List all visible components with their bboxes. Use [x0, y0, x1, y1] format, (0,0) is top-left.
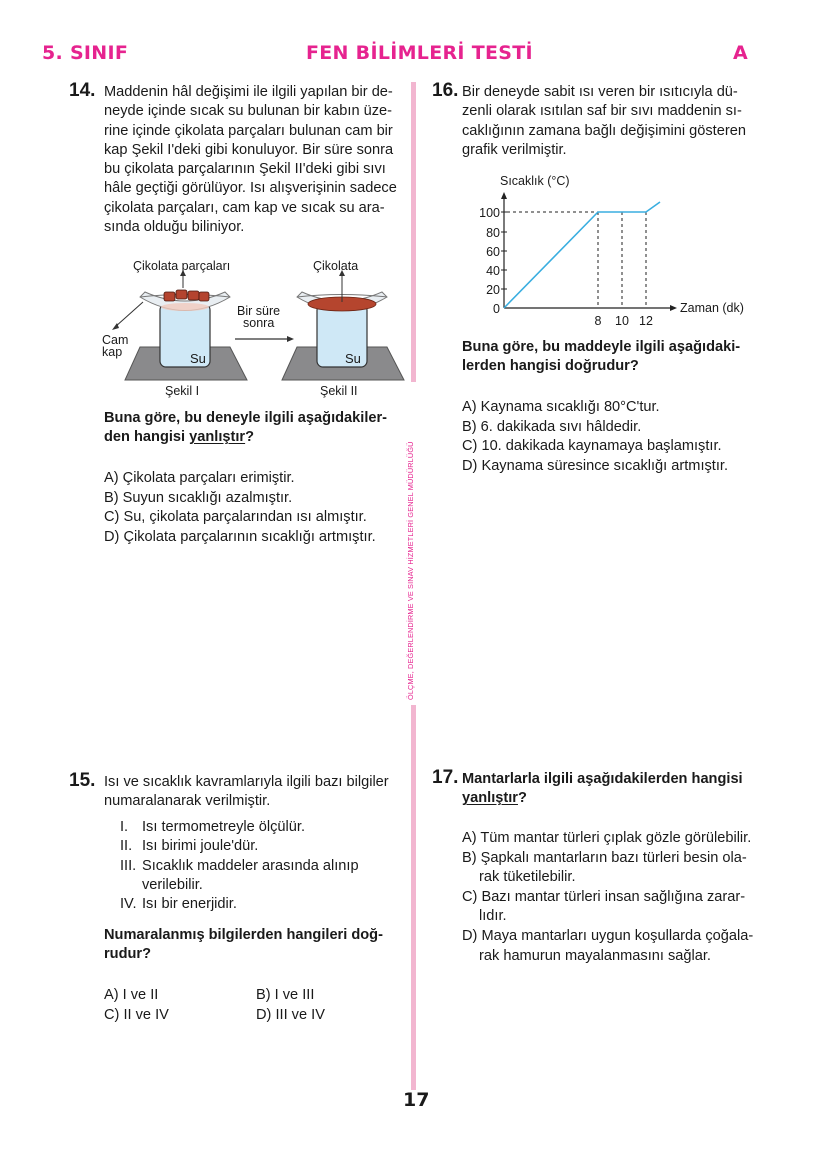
chocolate-piece: [199, 292, 209, 301]
q14-stem-line: çikolata parçaları, cam kap ve sıcak su ara-: [104, 199, 385, 216]
q15-statement-2: [120, 837, 405, 856]
booklet-letter: A: [733, 42, 749, 64]
label-kap: kap: [102, 345, 123, 359]
figure-1-setup: [102, 259, 247, 398]
statement-numeral: IV.: [120, 896, 137, 913]
label-chocolate: Çikolata: [313, 259, 359, 273]
q15-question-line: rudur?: [104, 946, 152, 963]
x-tick-8: 8: [594, 314, 602, 328]
y-tick-80: 80: [486, 226, 500, 240]
page-number: 17: [403, 1089, 430, 1111]
q16-option-a[interactable]: A) Kaynama sıcaklığı 80°C'tur.: [462, 399, 660, 415]
q14-options: [104, 469, 404, 547]
q17-question-line2: [462, 789, 772, 808]
q16-question: [462, 338, 772, 377]
caption-figure-2: Şekil II: [320, 384, 358, 398]
label-chocolate-pieces: Çikolata parçaları: [133, 259, 231, 273]
q15-question-line: Numaralanmış bilgilerden hangileri doğ-: [104, 927, 383, 943]
y-tick-0: 0: [493, 302, 500, 316]
statement-text: Isı birimi joule'dür.: [142, 838, 259, 855]
q15-option-c[interactable]: C) II ve IV: [104, 1006, 169, 1023]
q14-question-line2: [104, 428, 404, 447]
q15-stem: [104, 773, 404, 812]
q14-stem-line: rine içinde çikolata parçaları bulunan cam bir: [104, 122, 393, 139]
q14-stem-line: bu çikolata parçalarının Şekil II'deki gibi sıvı: [104, 161, 386, 178]
q15-stem-line: Isı ve sıcaklık kavramlarıyla ilgili bazı bilgiler: [104, 774, 389, 790]
q14-experiment-figure: [95, 252, 405, 402]
q17-number: 17.: [432, 767, 459, 788]
q16-temperature-chart: [460, 165, 760, 335]
q14-question-pre: den hangisi: [104, 429, 190, 446]
statement-text: Isı bir enerjidir.: [142, 896, 237, 913]
q15-options: [104, 986, 406, 1025]
y-tick-60: 60: [486, 245, 500, 259]
q15-option-a[interactable]: A) I ve II: [104, 987, 159, 1003]
q14-stem-line: kap Şekil I'deki gibi konuluyor. Bir süre sonra: [104, 141, 394, 158]
label-water-2: Su: [345, 351, 361, 366]
chocolate-piece: [188, 291, 199, 300]
q16-option-b[interactable]: B) 6. dakikada sıvı hâldedir.: [462, 418, 642, 435]
grade-label: 5. SINIF: [42, 42, 129, 64]
option-text: B) Şapkalı mantarların bazı türleri besin ola-: [462, 849, 747, 866]
q14-question-post: ?: [245, 429, 255, 446]
q14-question: [104, 409, 404, 448]
publisher-side-text: ÖLÇME, DEĞERLENDİRME VE SINAV HİZMETLERİ GENEL MÜDÜRLÜĞÜ: [406, 441, 415, 700]
x-tick-12: 12: [639, 314, 653, 328]
q17-option-b[interactable]: [462, 849, 772, 888]
q14-option-c[interactable]: C) Su, çikolata parçalarından ısı almıştır.: [104, 509, 367, 526]
q14-stem-line: Maddenin hâl değişimi ile ilgili yapılan bir de-: [104, 84, 393, 100]
caption-figure-1: Şekil I: [165, 384, 200, 398]
q16-question-line: Buna göre, bu maddeyle ilgili aşağıdaki-: [462, 339, 741, 355]
temperature-line: [504, 202, 660, 308]
statement-numeral: II.: [120, 838, 133, 855]
q16-stem-line: zenli olarak ısıtılan saf bir sıvı maddenin sı-: [462, 103, 742, 120]
y-tick-40: 40: [486, 264, 500, 278]
option-text: D) Maya mantarları uygun koşullarda çoğala-: [462, 927, 754, 944]
q16-stem: [462, 83, 772, 160]
statement-text: verilebilir.: [142, 876, 203, 893]
statement-numeral: I.: [120, 819, 129, 835]
q16-stem-line: grafik verilmiştir.: [462, 141, 567, 158]
q17-options: [462, 829, 772, 966]
q14-option-d[interactable]: D) Çikolata parçalarının sıcaklığı artmıştır.: [104, 528, 376, 545]
option-text-cont: lıdır.: [479, 908, 507, 925]
arrow-text-line2: sonra: [243, 316, 275, 330]
column-separator-top: [411, 82, 416, 382]
q14-stem-line: sında olduğu biliniyor.: [104, 219, 245, 236]
q15-number: 15.: [69, 770, 96, 791]
arrow-text-line1: Bir süre: [237, 304, 281, 318]
option-text-cont: rak hamurun mayalanmasını sağlar.: [479, 947, 711, 964]
x-tick-10: 10: [615, 314, 629, 328]
option-text: A) Tüm mantar türleri çıplak gözle görülebilir.: [462, 830, 752, 846]
q16-option-d[interactable]: D) Kaynama süresince sıcaklığı artmıştır.: [462, 457, 729, 474]
q15-statements: [120, 818, 405, 914]
q14-stem: [104, 83, 404, 237]
chocolate-piece: [164, 292, 175, 301]
statement-text: Isı termometreyle ölçülür.: [142, 819, 306, 835]
y-tick-100: 100: [479, 206, 500, 220]
test-title: FEN BİLİMLERİ TESTİ: [306, 42, 533, 64]
q15-option-b[interactable]: B) I ve III: [256, 987, 315, 1003]
q14-option-a[interactable]: A) Çikolata parçaları erimiştir.: [104, 470, 295, 486]
figure-2-setup: [282, 259, 404, 398]
q17-option-c[interactable]: [462, 888, 772, 927]
q14-question-line1: Buna göre, bu deneyle ilgili aşağıdakiler-: [104, 410, 388, 426]
q15-statement-4: [120, 895, 405, 914]
q17-question-line1: Mantarlarla ilgili aşağıdakilerden hangisi: [462, 771, 743, 787]
label-water-1: Su: [190, 351, 206, 366]
q16-question-line: lerden hangisi doğrudur?: [462, 358, 639, 375]
label-cam: Cam: [102, 333, 129, 347]
q14-stem-line: hâle geçtiği görülüyor. Isı alışverişinin sadece: [104, 180, 397, 197]
chart-y-axis-label: Sıcaklık (°C): [500, 174, 570, 188]
option-text-cont: rak tüketilebilir.: [479, 869, 576, 886]
x-tick-labels: [595, 314, 653, 328]
chart-x-axis-label: Zaman (dk): [680, 301, 744, 315]
q14-question-underlined: yanlıştır: [189, 429, 246, 446]
q16-number: 16.: [432, 80, 459, 101]
y-tick-20: 20: [486, 283, 500, 297]
q15-statement-3: [120, 857, 405, 876]
q15-statement-1: [120, 818, 405, 837]
q15-question: [104, 926, 404, 965]
q15-option-d[interactable]: D) III ve IV: [256, 1006, 325, 1023]
column-separator-bottom: [411, 705, 416, 1090]
q14-number: 14.: [69, 80, 96, 101]
q15-statement-3-cont: [120, 876, 405, 895]
statement-numeral: III.: [120, 857, 137, 874]
statement-text: Sıcaklık maddeler arasında alınıp: [142, 857, 359, 874]
q14-option-b[interactable]: B) Suyun sıcaklığı azalmıştır.: [104, 489, 293, 506]
reference-dashed-lines: [507, 212, 646, 308]
q17-question: [462, 770, 772, 809]
chocolate-piece: [176, 290, 187, 299]
q14-stem-line: neyde içinde sıcak su bulunan bir kabın üze-: [104, 103, 392, 120]
q16-option-c[interactable]: C) 10. dakikada kaynamaya başlamıştır.: [462, 438, 722, 455]
q17-question-post: ?: [517, 790, 527, 807]
option-text: C) Bazı mantar türleri insan sağlığına zarar-: [462, 888, 746, 905]
y-tick-labels: [479, 206, 500, 316]
q16-options: [462, 398, 772, 476]
q16-stem-line: Bir deneyde sabit ısı veren bir ısıtıcıyla dü-: [462, 84, 738, 100]
q17-option-a[interactable]: [462, 829, 772, 849]
q16-stem-line: caklığının zamana bağlı değişimini gösteren: [462, 122, 746, 139]
q17-option-d[interactable]: [462, 927, 772, 966]
q15-stem-line: numaralanarak verilmiştir.: [104, 793, 271, 810]
q17-question-underlined: yanlıştır: [462, 790, 518, 807]
